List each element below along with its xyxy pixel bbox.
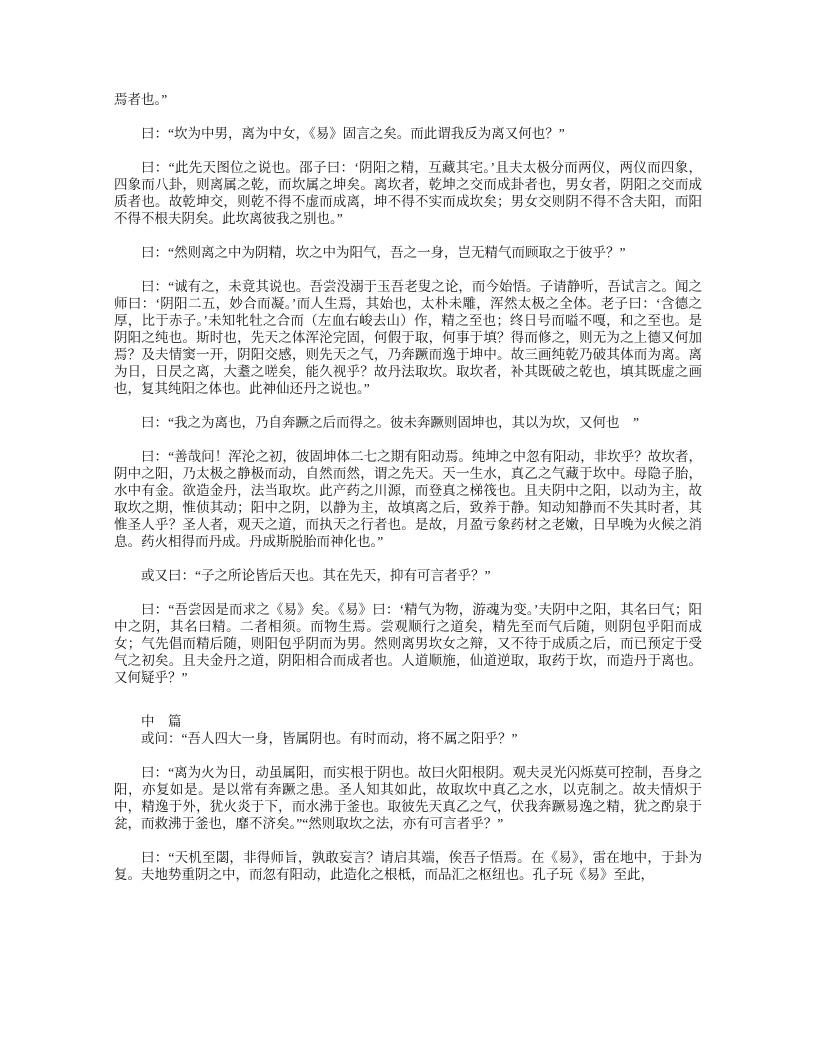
paragraph: 曰：“离为火为日，动虽属阳，而实根于阴也。故曰火阳根阴。观夫灵光闪烁莫可控制，吾身之阳，亦复如是。是以常有奔蹶之患。圣人知其如此，故取坎中真乙之水，以克制之。故夫情炽于中，精逸于外，犹火炎于下，而水沸于釜也。取彼先天真乙之气，伏我奔蹶易逸之精，犹之酌泉于瓫，而救沸于釜也，靡不济矣。”“然则取坎之法，亦有可言者乎？”	[114, 765, 702, 831]
paragraph: 曰：“坎为中男，离为中女，《易》固言之矣。而此谓我反为离又何也？”	[141, 126, 565, 141]
paragraph: 曰：“我之为离也，乃自奔蹶之后而得之。彼未奔蹶则固坤也，其以为坎，又何也 ”	[141, 415, 639, 430]
document-body	[114, 91, 702, 883]
paragraph: 曰：“然则离之中为阴精，坎之中为阳气，吾之一身，岂无精气而顾取之于彼乎？”	[141, 245, 626, 260]
paragraph: 或问：“吾人四大一身，皆属阴也。有时而动，将不属之阳乎？”	[141, 731, 518, 746]
paragraph: 曰：“诚有之，未竟其说也。吾尝没溺于玉吾老叟之论，而今始悟。子请静听，吾试言之。闻之师曰：‘阴阳二五，妙合而凝。’而人生焉，其始也，太朴未雕，浑然太极之全体。老子曰：‘含德之厚，比于赤子。’未知牝牡之合而（左血右峻去山）作，精之至也；终日号而嗌不嘎，和之至也。是阴阳之纯也。斯时也，先天之体浑沦完固，何假于取，何事于填？得而修之，则无为之上德又何加焉？及夫情窦一开，阴阳交感，则先天之气，乃奔蹶而逸于坤中。故三画纯乾乃破其体而为离。离为日，日昃之离，大耋之嗟矣，能久视乎？故丹法取坎。取坎者，补其既破之乾也，填其既虚之画也，复其纯阳之体也。此神仙还丹之说也。”	[114, 279, 702, 396]
paragraph: 曰：“善哉问！浑沦之初，彼固坤体二七之期有阳动焉。纯坤之中忽有阳动，非坎乎？故坎者，阴中之阳，乃太极之静极而动，自然而然，谓之先天。天一生水，真乙之气藏于坎中。母隐子胎，水中有金。欲造金丹，法当取坎。此产药之川源，而登真之梯筏也。且夫阴中之阳，以动为主，故取坎之期，惟侦其动；阳中之阴，以静为主，故填离之后，致养于静。知动知静而不失其时者，其惟圣人乎？圣人者，观天之道，而执天之行者也。是故，月盈亏象药材之老嫩，日早晚为火候之消息。药火相得而丹成。丹成斯脱胎而神化也。”	[114, 449, 702, 549]
paragraph: 或又曰：“子之所论皆后天也。其在先天，抑有可言者乎？”	[141, 568, 491, 583]
paragraph: 焉者也。”	[114, 92, 168, 107]
section-heading: 中 篇	[141, 714, 182, 729]
paragraph: 曰：“此先天图位之说也。邵子曰：‘阴阳之精，互藏其宅。’且夫太极分而两仪，两仪而四象，四象而八卦，则离属之乾，而坎属之坤矣。离坎者，乾坤之交而成卦者也，男女者，阴阳之交而成质者也。故乾坤交，则乾不得不虚而成离，坤不得不实而成坎矣；男女交则阴不得不含夫阳，而阳不得不根夫阴矣。此坎离彼我之别也。”	[114, 160, 702, 226]
paragraph: 曰：“天机至閟，非得师旨，孰敢妄言？请启其端，俟吾子悟焉。在《易》，雷在地中，于卦为复。夫地势重阴之中，而忽有阳动，此造化之根柢，而品汇之枢纽也。孔子玩《易》至此，	[114, 850, 702, 882]
paragraph: 曰：“吾尝因是而求之《易》矣。《易》曰：‘精气为物，游魂为变。’夫阴中之阳，其名曰气；阳中之阴，其名曰精。二者相须。而物生焉。尝观顺行之道矣，精先至而气后随，则阴包乎阳而成女；气先倡而精后随，则阳包乎阴而为男。然则离男坎女之辩，又不待于成质之后，而已预定于受气之初矣。且夫金丹之道，阴阳相合而成者也。人道顺施，仙道逆取，取药于坎，而造丹于离也。又何疑乎？”	[114, 602, 702, 685]
